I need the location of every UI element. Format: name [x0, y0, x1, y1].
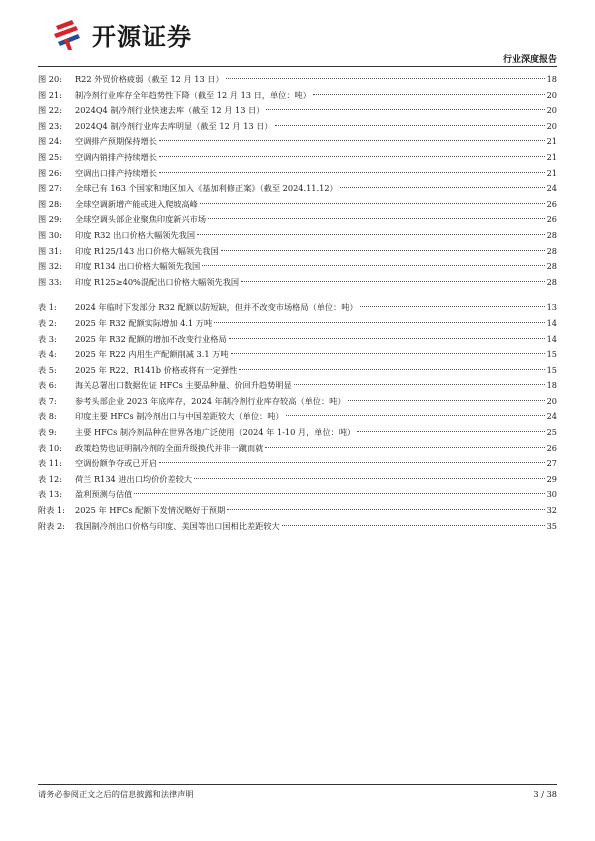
- section-gap: [38, 290, 557, 300]
- entry-title: 印度 R134 出口价格大幅领先我国: [75, 261, 201, 272]
- entry-page: 20: [546, 395, 557, 406]
- entry-page: 30: [546, 489, 557, 500]
- entry-label: 图 27:: [38, 183, 62, 194]
- entry-page: 18: [546, 380, 557, 391]
- entry-title: 参考头部企业 2023 年底库存，2024 年制冷剂行业库存较高（单位：吨）: [75, 395, 346, 406]
- dot-leader: [239, 369, 544, 370]
- dot-leader: [357, 431, 544, 432]
- entry-label: 表 2:: [38, 317, 57, 328]
- figure-toc-entry[interactable]: [38, 244, 557, 260]
- figure-toc-entry[interactable]: [38, 134, 557, 150]
- entry-page: 21: [546, 167, 557, 178]
- entry-title: 2025 年 R32 配额的增加不改变行业格局: [75, 333, 227, 344]
- entry-title: 全球空调新增产能或进入爬坡高峰: [75, 198, 198, 209]
- entry-title: 印度 R32 出口价格大幅领先我国: [75, 229, 196, 240]
- entry-page: 26: [546, 442, 557, 453]
- dot-leader: [282, 525, 545, 526]
- dot-leader: [265, 447, 544, 448]
- entry-title: 2025 年 R22 内用生产配额削减 3.1 万吨: [75, 349, 229, 360]
- entry-label: 图 31:: [38, 245, 62, 256]
- entry-title: 印度主要 HFCs 制冷剂出口与中国差距较大（单位：吨）: [75, 411, 284, 422]
- entry-label: 图 32:: [38, 261, 62, 272]
- entry-title: 2024 年临时下发部分 R32 配额以防短缺，但并不改变市场格局（单位：吨）: [75, 302, 358, 313]
- entry-title: 2025 年 R22、R141b 价格或将有一定弹性: [75, 364, 238, 375]
- entry-page: 35: [546, 520, 557, 531]
- table-toc-entry[interactable]: [38, 300, 557, 316]
- dot-leader: [226, 78, 545, 79]
- dot-leader: [231, 353, 545, 354]
- entry-label: 表 5:: [38, 364, 57, 375]
- entry-title: 盈利预测与估值: [75, 489, 133, 500]
- figure-toc-entry[interactable]: [38, 150, 557, 166]
- entry-page: 14: [546, 317, 557, 328]
- brand-logo: [50, 14, 192, 54]
- dot-leader: [159, 156, 545, 157]
- table-toc-entry[interactable]: [38, 519, 557, 535]
- dot-leader: [340, 187, 545, 188]
- entry-label: 附表 2:: [38, 520, 65, 531]
- figure-toc-entry[interactable]: [38, 103, 557, 119]
- entry-label: 图 25:: [38, 151, 62, 162]
- entry-label: 表 4:: [38, 349, 57, 360]
- figure-toc-entry[interactable]: [38, 197, 557, 213]
- table-toc-entry[interactable]: [38, 487, 557, 503]
- table-toc-entry[interactable]: [38, 378, 557, 394]
- entry-page: 25: [546, 427, 557, 438]
- table-toc-entry[interactable]: [38, 363, 557, 379]
- dot-leader: [197, 234, 545, 235]
- entry-page: 21: [546, 136, 557, 147]
- figure-toc-entry[interactable]: [38, 119, 557, 135]
- entry-label: 表 6:: [38, 380, 57, 391]
- entry-label: 表 10:: [38, 442, 62, 453]
- entry-page: 18: [546, 74, 557, 84]
- table-of-contents: [38, 72, 557, 534]
- entry-title: 2025 年 R32 配额实际增加 4.1 万吨: [75, 317, 213, 328]
- entry-title: 空调内销排产持续增长: [75, 151, 157, 162]
- dot-leader: [159, 462, 545, 463]
- entry-label: 表 13:: [38, 489, 62, 500]
- figure-list: [38, 72, 557, 290]
- table-list: [38, 300, 557, 534]
- entry-page: 24: [546, 183, 557, 194]
- figure-toc-entry[interactable]: [38, 88, 557, 104]
- figure-toc-entry[interactable]: [38, 166, 557, 182]
- entry-page: 27: [546, 458, 557, 469]
- entry-page: 32: [546, 505, 557, 516]
- entry-title: 全球已有 163 个国家和地区加入《基加利修正案》（截至 2024.11.12）: [75, 183, 338, 194]
- entry-page: 29: [546, 473, 557, 484]
- entry-label: 表 1:: [38, 302, 57, 313]
- brand-logo-icon: [50, 16, 86, 52]
- entry-label: 图 30:: [38, 229, 62, 240]
- entry-title: 印度 R125/143 出口价格大幅领先我国: [75, 245, 219, 256]
- page-number: 3 / 38: [533, 789, 557, 799]
- entry-page: 28: [546, 229, 557, 240]
- figure-toc-entry[interactable]: [38, 259, 557, 275]
- dot-leader: [348, 400, 545, 401]
- entry-title: 荷兰 R134 进出口均价价差较大: [75, 473, 193, 484]
- entry-title: 空调排产预期保持增长: [75, 136, 157, 147]
- dot-leader: [159, 172, 545, 173]
- entry-title: 2025 年 HFCs 配额下发情况略好于预期: [75, 505, 226, 516]
- table-toc-entry[interactable]: [38, 472, 557, 488]
- entry-title: 空调出口排产持续增长: [75, 167, 157, 178]
- entry-page: 15: [546, 349, 557, 360]
- header-divider: [38, 66, 557, 67]
- table-toc-entry[interactable]: [38, 394, 557, 410]
- dot-leader: [313, 94, 545, 95]
- figure-toc-entry[interactable]: [38, 275, 557, 291]
- table-toc-entry[interactable]: [38, 456, 557, 472]
- dot-leader: [241, 281, 544, 282]
- entry-label: 表 3:: [38, 333, 57, 344]
- entry-label: 表 11:: [38, 458, 62, 469]
- entry-page: 21: [546, 151, 557, 162]
- entry-label: 图 29:: [38, 214, 62, 225]
- entry-page: 20: [546, 120, 557, 131]
- entry-title: 2024Q4 制冷剂行业快速去库（截至 12 月 13 日）: [75, 105, 265, 116]
- entry-label: 表 9:: [38, 427, 57, 438]
- dot-leader: [275, 125, 545, 126]
- entry-page: 28: [546, 245, 557, 256]
- entry-label: 图 26:: [38, 167, 62, 178]
- dot-leader: [360, 306, 545, 307]
- dot-leader: [221, 250, 545, 251]
- entry-title: 空调份额争夺或已开启: [75, 458, 157, 469]
- entry-page: 20: [546, 89, 557, 100]
- entry-title: 政策趋势也证明制冷剂的全面升级换代并非一蹴而就: [75, 442, 264, 453]
- dot-leader: [134, 493, 544, 494]
- entry-page: 26: [546, 198, 557, 209]
- dot-leader: [227, 509, 544, 510]
- dot-leader: [294, 384, 545, 385]
- dot-leader: [200, 203, 545, 204]
- dot-leader: [266, 109, 544, 110]
- dot-leader: [214, 322, 544, 323]
- figure-toc-entry[interactable]: [38, 212, 557, 228]
- figure-toc-entry[interactable]: [38, 72, 557, 88]
- table-toc-entry[interactable]: [38, 332, 557, 348]
- dot-leader: [159, 140, 545, 141]
- entry-title: 主要 HFCs 制冷剂品种在世界各地广泛使用（2024 年 1-10 月，单位：吨）: [75, 427, 356, 438]
- entry-label: 图 23:: [38, 120, 62, 131]
- entry-label: 图 24:: [38, 136, 62, 147]
- entry-title: 全球空调头部企业聚焦印度新兴市场: [75, 214, 207, 225]
- dot-leader: [208, 218, 545, 219]
- figure-toc-entry[interactable]: [38, 181, 557, 197]
- entry-title: R22 外贸价格疲弱（截至 12 月 13 日）: [75, 74, 224, 84]
- entry-page: 14: [546, 333, 557, 344]
- entry-label: 表 8:: [38, 411, 57, 422]
- footer-disclaimer: 请务必参阅正文之后的信息披露和法律声明: [38, 789, 194, 799]
- entry-title: 海关总署出口数据佐证 HFCs 主要品种量、价回升趋势明显: [75, 380, 292, 391]
- entry-title: 印度 R125≥40%混配出口价格大幅领先我国: [75, 276, 240, 287]
- entry-label: 表 12:: [38, 473, 62, 484]
- entry-label: 图 21:: [38, 89, 62, 100]
- entry-label: 图 22:: [38, 105, 62, 116]
- figure-toc-entry[interactable]: [38, 228, 557, 244]
- dot-leader: [286, 415, 545, 416]
- entry-label: 图 28:: [38, 198, 62, 209]
- entry-label: 表 7:: [38, 395, 57, 406]
- entry-page: 13: [546, 302, 557, 313]
- footer-divider: [38, 784, 557, 785]
- table-toc-entry[interactable]: [38, 425, 557, 441]
- dot-leader: [194, 478, 545, 479]
- entry-page: 26: [546, 214, 557, 225]
- table-toc-entry[interactable]: [38, 503, 557, 519]
- table-toc-entry[interactable]: [38, 441, 557, 457]
- entry-page: 28: [546, 261, 557, 272]
- entry-label: 图 33:: [38, 276, 62, 287]
- entry-page: 28: [546, 276, 557, 287]
- entry-label: 附表 1:: [38, 505, 65, 516]
- entry-label: 图 20:: [38, 74, 62, 84]
- footer: [38, 789, 557, 800]
- table-toc-entry[interactable]: [38, 409, 557, 425]
- table-toc-entry[interactable]: [38, 316, 557, 332]
- dot-leader: [229, 338, 545, 339]
- entry-title: 我国制冷剂出口价格与印度、美国等出口国相比差距较大: [75, 520, 280, 531]
- entry-page: 24: [546, 411, 557, 422]
- brand-name: 开源证券: [92, 22, 192, 51]
- entry-title: 2024Q4 制冷剂行业库去库明显（截至 12 月 13 日）: [75, 120, 273, 131]
- entry-page: 15: [546, 364, 557, 375]
- document-type: 行业深度报告: [502, 55, 557, 65]
- entry-title: 制冷剂行业库存全年趋势性下降（截至 12 月 13 日，单位：吨）: [75, 89, 311, 100]
- dot-leader: [202, 265, 544, 266]
- entry-page: 20: [546, 105, 557, 116]
- table-toc-entry[interactable]: [38, 347, 557, 363]
